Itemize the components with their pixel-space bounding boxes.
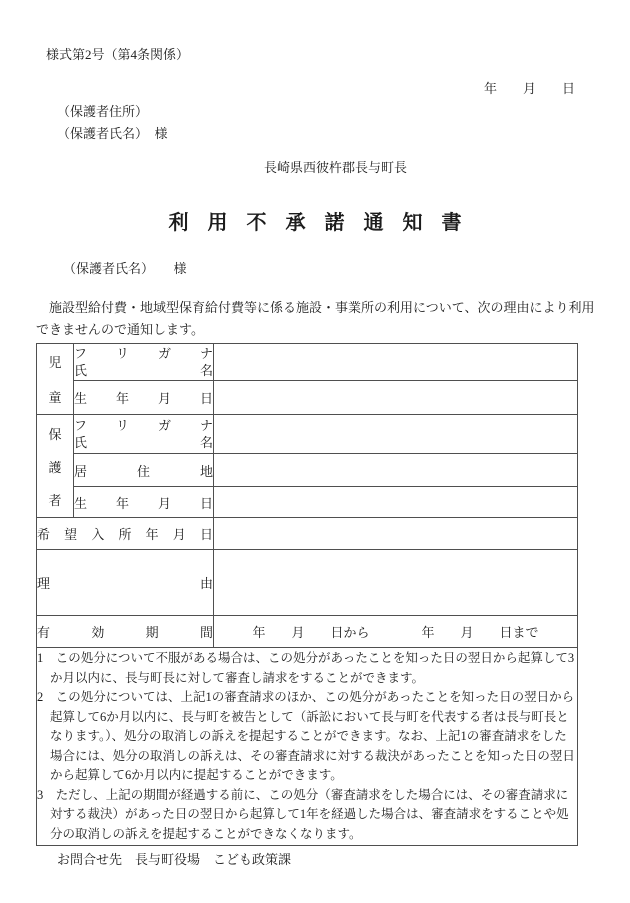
validity-value-cell: 年 月 日から 年 月 日まで	[214, 616, 578, 648]
validity-label-cell	[37, 616, 214, 648]
desired-entry-field	[214, 518, 578, 550]
desired-entry-label: 希 望 入 所 年 月 日	[37, 527, 213, 542]
birthdate-label: 生 年 月 日	[74, 495, 213, 511]
date-blank-line: 年 月 日	[484, 81, 576, 96]
notice-table	[36, 343, 578, 846]
guardian-name-label: （保護者氏名） 様	[57, 126, 168, 141]
note-item-3: 3 ただし、上記の期間が経過する前に、この処分（審査請求をした場合には、その審査請求に対する裁決）があった日の翌日から起算して1年を経過した場合は、審査請求をすることや処分の取消しの訴えを提起することができなくなります。	[37, 787, 569, 841]
child-furigana-name-label-cell	[74, 344, 214, 381]
note-item-2: 2 この処分については、上記1の審査請求のほか、この処分があったことを知った日の翌日から起算して6か月以内に、長与町を被告として（訴訟において長与町を代表する者は長与町長となります。）、処分の取消しの訴えを提起することができます。なお、上記1の審査請求をした場合には、処分の取消しの訴えは、その審査請求に対する裁決があったことを知った日の翌日から起算して6か月以内に提起することができます。	[37, 690, 575, 782]
guardian-group-label: 保 護 者	[48, 426, 62, 508]
child-group-label: 児 童	[48, 355, 62, 405]
reason-label-cell	[37, 550, 214, 616]
child-name-field	[214, 344, 578, 381]
guardian-address-label: （保護者住所）	[57, 104, 149, 119]
child-group-cell	[37, 344, 74, 415]
guardian-birthdate-field	[214, 487, 578, 518]
name-label: 氏 名	[74, 435, 213, 450]
name-label: 氏 名	[74, 363, 213, 378]
form-number: 様式第2号（第4条関係）	[46, 47, 190, 62]
reason-label: 理 由	[37, 576, 213, 591]
notes-section	[37, 648, 578, 846]
issuer-name: 長崎県西彼杵郡長与町長	[264, 160, 408, 175]
furigana-label: フ リ ガ ナ	[74, 418, 213, 433]
guardian-birthdate-label-cell	[74, 487, 214, 518]
note-item-1: 1 この処分について不服がある場合は、この処分があったことを知った日の翌日から起算して3か月以内に、長与町長に対して審査し請求をすることができます。	[37, 651, 575, 685]
desired-entry-label-cell	[37, 518, 214, 550]
child-birthdate-label-cell	[74, 381, 214, 415]
residence-label-cell	[74, 454, 214, 487]
contact-line: お問合せ先 長与町役場 こども政策課	[57, 852, 292, 867]
child-birthdate-field	[214, 381, 578, 415]
guardian-furigana-name-label-cell	[74, 415, 214, 454]
reason-field	[214, 550, 578, 616]
furigana-label: フ リ ガ ナ	[74, 346, 213, 361]
addressee-line: （保護者氏名） 様	[63, 261, 187, 276]
birthdate-label: 生 年 月 日	[74, 391, 213, 406]
residence-label: 居 住 地	[74, 463, 213, 479]
body-paragraph: 施設型給付費・地域型保育給付費等に係る施設・事業所の利用について、次の理由により利用できませんので通知します。	[36, 300, 595, 337]
validity-label: 有 効 期 間	[37, 625, 213, 640]
guardian-name-field	[214, 415, 578, 454]
guardian-group-cell	[37, 415, 74, 518]
residence-field	[214, 454, 578, 487]
document-title: 利用不承諾通知書	[168, 212, 481, 234]
